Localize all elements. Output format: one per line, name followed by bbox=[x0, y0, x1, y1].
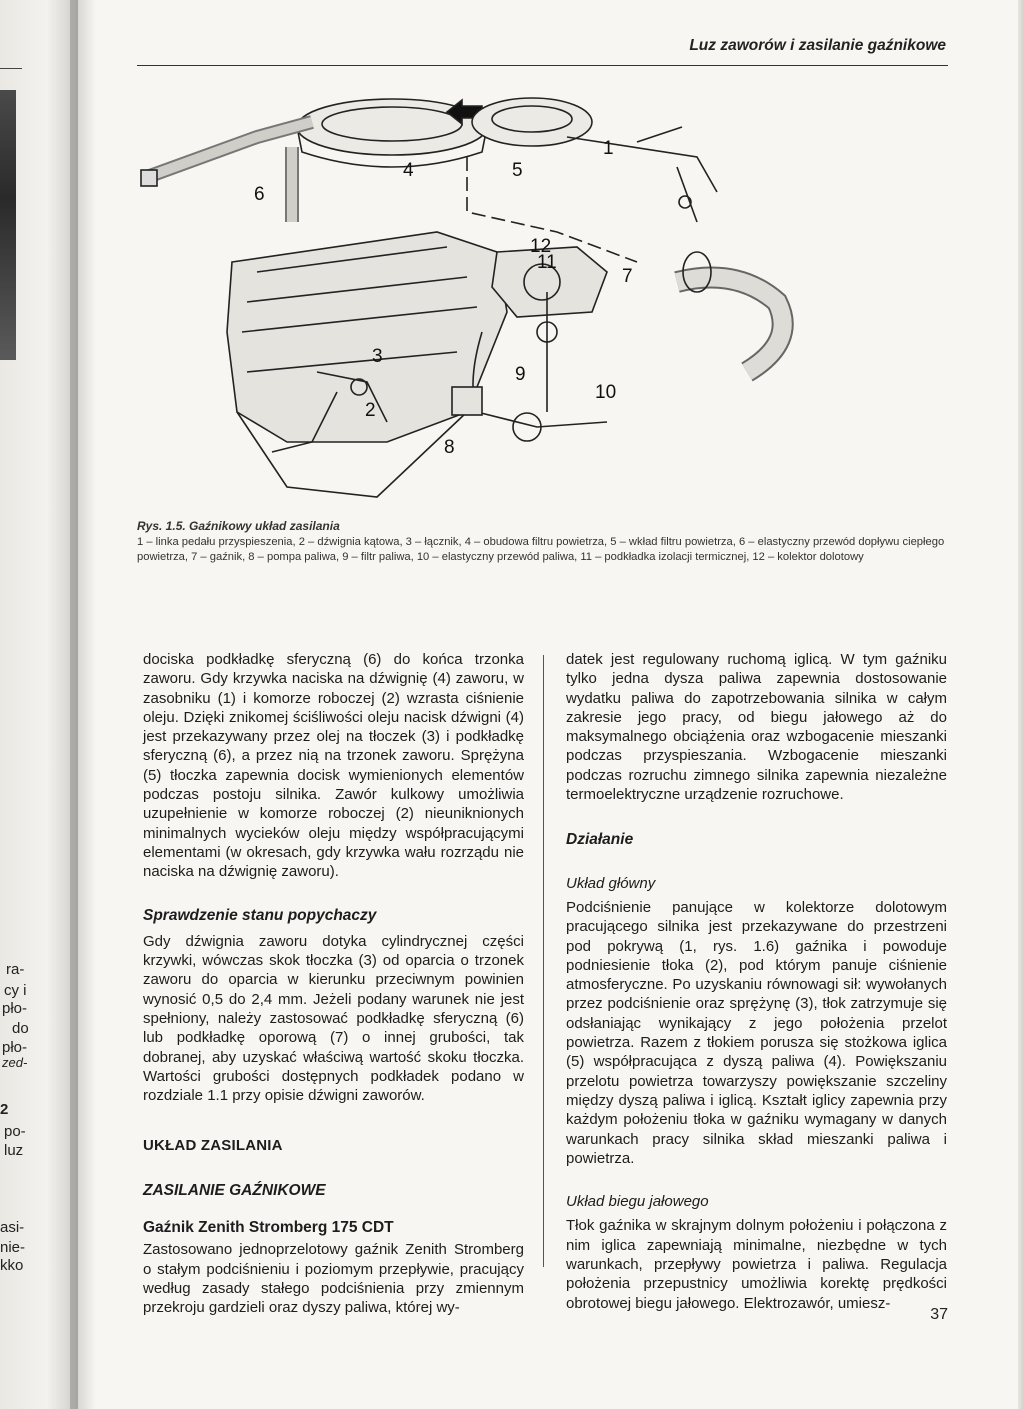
previous-page-edge bbox=[0, 0, 78, 1409]
paragraph: Podciśnienie panujące w kolektorze dolotowym pracującego silnika jest przekazywane do przestrzeni pod pokrywą (1, rys. 1.6) gaźnika i powoduje podniesienie tłoka (2), pod którym panuje ciśnienie atmosferyczne. Po uzyskaniu równowagi sił: wywołanych przez podciśnienie oraz sprężynę (3), tłok zatrzymuje się odsłaniając wynikający z jego położenia przelot powietrza. Razem z tłokiem porusza się stożkowa iglica (5) współpracująca z dyszą paliwa (4). Powiększaniu przelotu powietrza towarzyszy powiększanie szczeliny między dyszą paliwa i iglicą. Kształt iglicy zapewnia przy każdym położeniu tłoka w gaźniku wymagany w danych warunkach pracy silnika skład mieszanki paliwa i powietrza. bbox=[566, 898, 947, 1167]
figure-callout: 6 bbox=[254, 184, 265, 205]
previous-page-fragment: pło- bbox=[2, 1000, 28, 1017]
page-number: 37 bbox=[930, 1306, 948, 1323]
previous-page-fragment: kko bbox=[0, 1257, 24, 1274]
figure-callout: 1 bbox=[603, 138, 614, 159]
paragraph: datek jest regulowany ruchomą iglicą. W tym gaźniku tylko jedna dysza paliwa zapewnia dostosowanie wydatku paliwa do zapotrzebowania silnika w całym zakresie jego pracy, od biegu jałowego aż do maksymalnego obciążenia oraz wzbogacenie mieszanki podczas przyspieszania. Wzbogacenie mieszanki podczas rozruchu zimnego silnika zapewnia niezależne termoelektryczne urządzenie rozruchowe. bbox=[566, 651, 947, 804]
subsection-heading: Układ główny bbox=[566, 874, 656, 892]
figure-callout: 4 bbox=[403, 160, 414, 181]
paragraph: dociska podkładkę sferyczną (6) do końca trzonka zaworu. Gdy krzywka naciska na dźwignię (4) zaworu, w zasobniku (1) i komorze roboczej (2) wzrasta ciśnienie oleju. Dzięki znikomej ściśliwości oleju nacisk dźwigni (4) jest przekazywany przez olej na tłoczek (3) i podkładkę sferyczną (6), a przez nią na trzonek zaworu. Sprężyna (5) tłoczka zapewnia docisk wymienionych elementów podczas postoju silnika. Zawór kulkowy umożliwia uzupełnienie w komorze roboczej (2) nieuniknionych minimalnych wycieków oleju między współpracującymi elementami (w okresach, gdy krzywka wału rozrządu nie naciska na dźwignię zaworu). bbox=[143, 651, 524, 881]
carburettor-fuel-system-figure bbox=[137, 82, 947, 512]
section-heading: ZASILANIE GAŹNIKOWE bbox=[143, 1181, 326, 1199]
previous-page-fragment: cy i bbox=[4, 982, 27, 999]
previous-page-fragment: nie- bbox=[0, 1239, 26, 1256]
previous-page-fragment: pło- bbox=[2, 1039, 28, 1056]
running-head: Luz zaworów i zasilanie gaźnikowe bbox=[689, 37, 946, 54]
spine-shadow bbox=[70, 0, 96, 1409]
right-column bbox=[566, 650, 947, 1313]
figure-callout: 11 bbox=[537, 252, 557, 273]
figure-caption-title: Rys. 1.5. Gaźnikowy układ zasilania bbox=[137, 519, 340, 533]
previous-page-rule bbox=[0, 68, 22, 69]
previous-page-fragment: zed- bbox=[2, 1055, 28, 1070]
figure-callout: 12 bbox=[530, 236, 552, 257]
figure-callout: 8 bbox=[444, 437, 455, 458]
previous-page-fragment: do bbox=[12, 1020, 29, 1037]
figure-callout: 10 bbox=[595, 382, 617, 403]
paragraph: Zastosowano jednoprzelotowy gaźnik Zenith Stromberg o stałym podciśnieniu i poziomym przepływie, pracujący według zasady stałego podciśnienia przy zmiennym przekroju gardzieli oraz dyszy paliwa, której wy- bbox=[143, 1241, 524, 1317]
figure-caption bbox=[137, 519, 949, 566]
subsection-heading: Gaźnik Zenith Stromberg 175 CDT bbox=[143, 1219, 394, 1237]
column-divider bbox=[543, 655, 544, 1267]
section-heading: Działanie bbox=[566, 831, 634, 849]
chapter-heading: UKŁAD ZASILANIA bbox=[143, 1136, 283, 1154]
previous-page-fragment: asi- bbox=[0, 1219, 25, 1236]
figure-callout: 5 bbox=[512, 160, 523, 181]
paragraph: Gdy dźwignia zaworu dotyka cylindrycznej części krzywki, wówczas skok tłoczka (3) od oparcia o trzonek zaworu do oparcia w kierunku przeciwnym powinien wynosić 0,5 do 2,4 mm. Jeżeli podany warunek nie jest spełniony, należy zastosować podkładkę sferyczną (6) lub podkładkę oporową (7) o innej grubości, tak dobranej, aby uzyskać właściwą wartość skoku tłoczka. Wartości grubości dostępnych podkładek podano w rozdziale 1.1 przy opisie dźwigni zaworów. bbox=[143, 932, 524, 1105]
header-rule bbox=[137, 65, 948, 66]
previous-page-fragment: ra- bbox=[6, 961, 25, 978]
figure-callout: 9 bbox=[515, 364, 526, 385]
figure-callout: 3 bbox=[372, 346, 383, 367]
figure-callout: 7 bbox=[622, 266, 633, 287]
left-column bbox=[143, 650, 524, 1318]
paragraph: Tłok gaźnika w skrajnym dolnym położeniu i połączona z nim iglica zapewniają minimalne, niezbędne w tych warunkach, przepływy powietrza i paliwa. Regulacja położenia przepustnicy umożliwia korektę prędkości obrotowej biegu jałowego. Elektrozawór, umiesz- bbox=[566, 1217, 947, 1312]
previous-page-fragment: luz bbox=[4, 1142, 24, 1159]
previous-page-fragment: 2 bbox=[0, 1101, 9, 1118]
previous-page-fragment: po- bbox=[4, 1123, 26, 1140]
page-edge bbox=[1018, 0, 1024, 1409]
engine-diagram bbox=[137, 82, 947, 512]
figure-callout: 2 bbox=[365, 400, 376, 421]
subsection-heading: Układ biegu jałowego bbox=[566, 1193, 709, 1211]
section-heading: Sprawdzenie stanu popychaczy bbox=[143, 906, 377, 924]
previous-page-photo-edge bbox=[0, 90, 16, 360]
figure-caption-text: 1 – linka pedału przyspieszenia, 2 – dźwignia kątowa, 3 – łącznik, 4 – obudowa filtru powietrza, 5 – wkład filtru powietrza, 6 – elastyczny przewód dopływu ciepłego powietrza, 7 – gaźnik, 8 – pompa paliwa, 9 – filtr paliwa, 10 – elastyczny przewód paliwa, 11 – podkładka izolacji termicznej, 12 – kolektor dolotowy bbox=[137, 535, 945, 563]
